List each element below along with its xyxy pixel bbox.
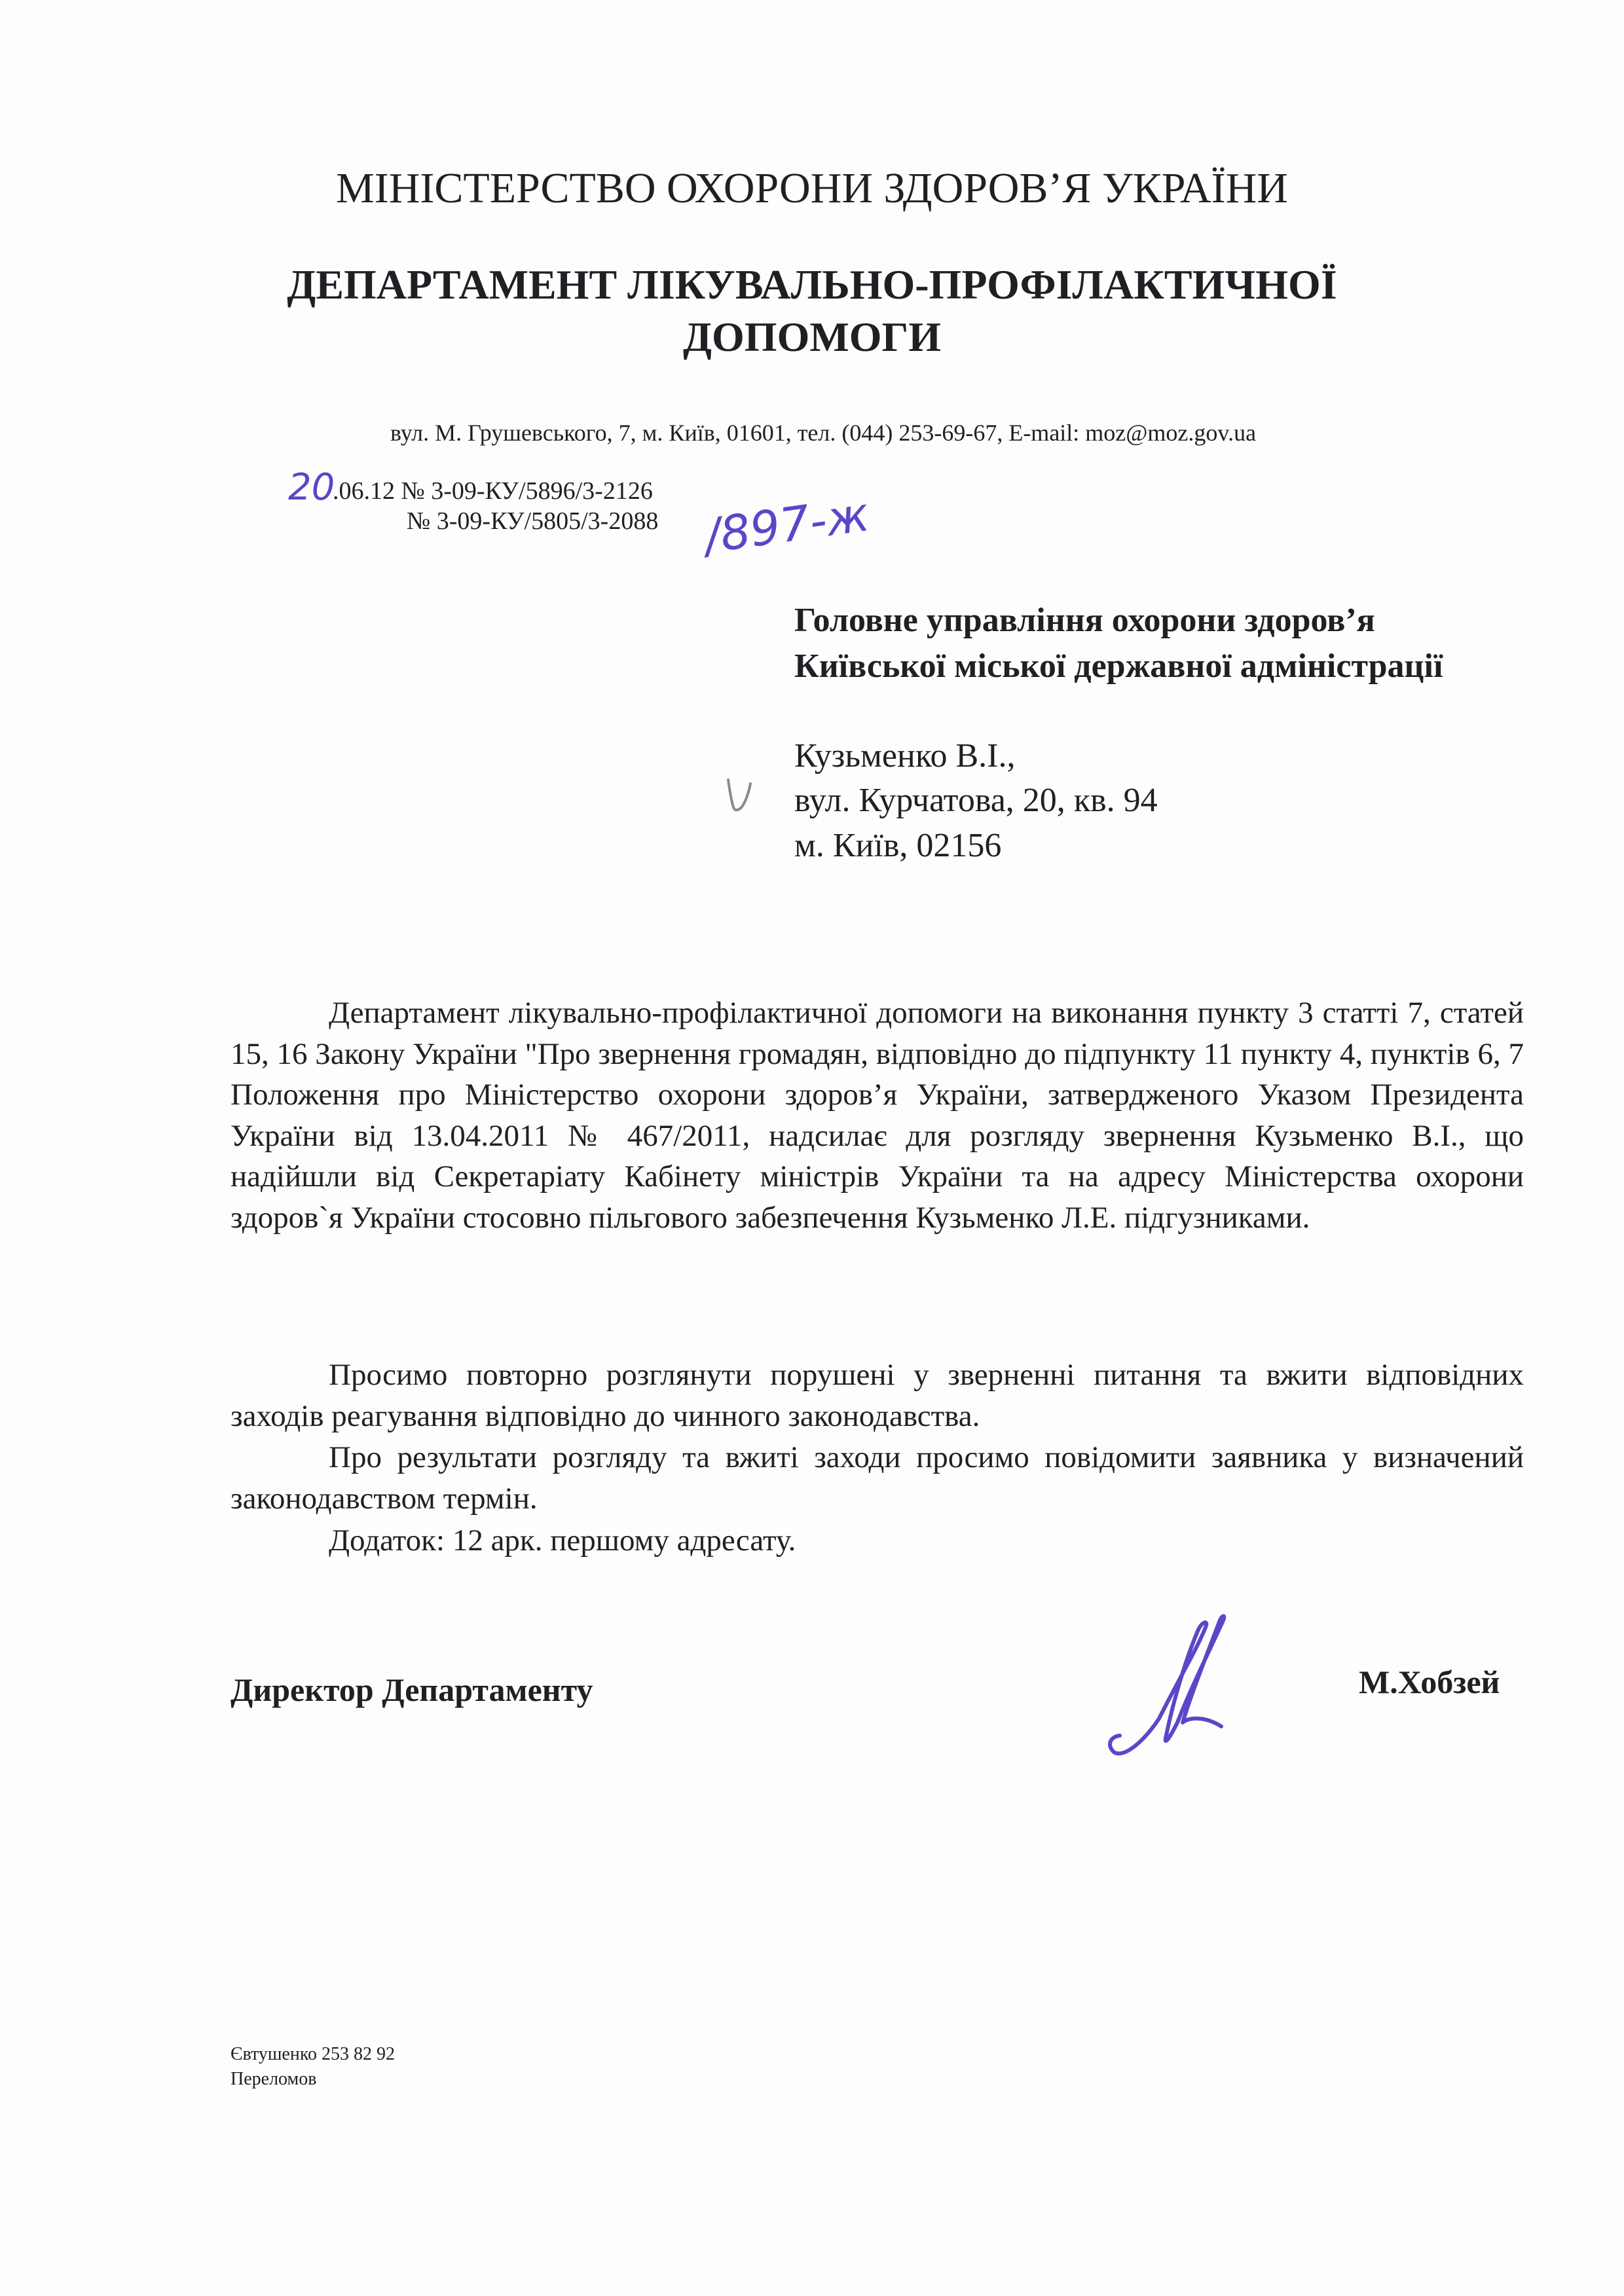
body-paragraph-4 [231,1520,1524,1561]
department-title-line2: ДОПОМОГИ [682,314,942,360]
body-paragraph-2-text: Просимо повторно розглянути порушені у зверненні питання та вжити відповідних заходів реагування відповідно до чинного законодавства. [231,1358,1524,1433]
body-paragraph-1 [231,993,1524,1238]
handwritten-signature [1100,1607,1251,1764]
appendix-note: Додаток: 12 арк. першому адресату. [329,1523,796,1558]
pencil-checkmark-icon [720,776,753,828]
reference-number-1: .06.12 № 3-09-КУ/5896/3-2126 [333,477,653,505]
addressee-org-line2: Київської міської державної адміністрації [794,647,1443,685]
body-paragraph-1-text: Департамент лікувально-профілактичної допомоги на виконання пункту 3 статті 7, статей 15, 16 Закону України "Про звернення громадян, відповідно до підпункту 11 пункту 4, пунктів 6, 7 Положення про Міністерство охорони здоров’я України, затвердженого Указом Президента України від 13.04.2011 № 467/2011, надсилає для розгляду звернення Кузьменко В.І., що надійшли від Секретаріату Кабінету міністрів України та на адресу Міністерства охорони здоров`я України стосовно пільгового забезпечення Кузьменко Л.Е. підгузниками. [231,996,1524,1235]
addressee-city: м. Київ, 02156 [794,827,1002,864]
ministry-name: МІНІСТЕРСТВО ОХОРОНИ ЗДОРОВ’Я УКРАЇНИ [336,164,1288,212]
addressee-org-line1: Головне управління охорони здоров’я [794,602,1375,639]
handwritten-registration-number: /897-ж [701,486,873,564]
body-paragraph-3-text: Про результати розгляду та вжиті заходи просимо повідомити заявника у визначений законодавством термін. [231,1440,1524,1516]
handwritten-day: 20 [288,466,335,509]
body-paragraph-2 [231,1355,1524,1436]
addressee-person: Кузьменко В.І., [794,737,1016,774]
addressee-street: вул. Курчатова, 20, кв. 94 [794,782,1158,819]
department-title-line1: ДЕПАРТАМЕНТ ЛІКУВАЛЬНО-ПРОФІЛАКТИЧНОЇ [287,261,1337,308]
reference-number-2: № 3-09-КУ/5805/3-2088 [407,507,659,535]
signatory-name: М.Хобзей [1359,1664,1500,1700]
executor-contact: Євтушенко 253 82 92 [231,2044,396,2064]
contact-details: вул. М. Грушевського, 7, м. Київ, 01601, тел. (044) 253-69-67, E-mail: moz@moz.gov.ua [390,420,1257,446]
executor-name: Переломов [231,2069,317,2089]
signatory-title: Директор Департаменту [231,1671,593,1708]
body-paragraph-3 [231,1437,1524,1519]
